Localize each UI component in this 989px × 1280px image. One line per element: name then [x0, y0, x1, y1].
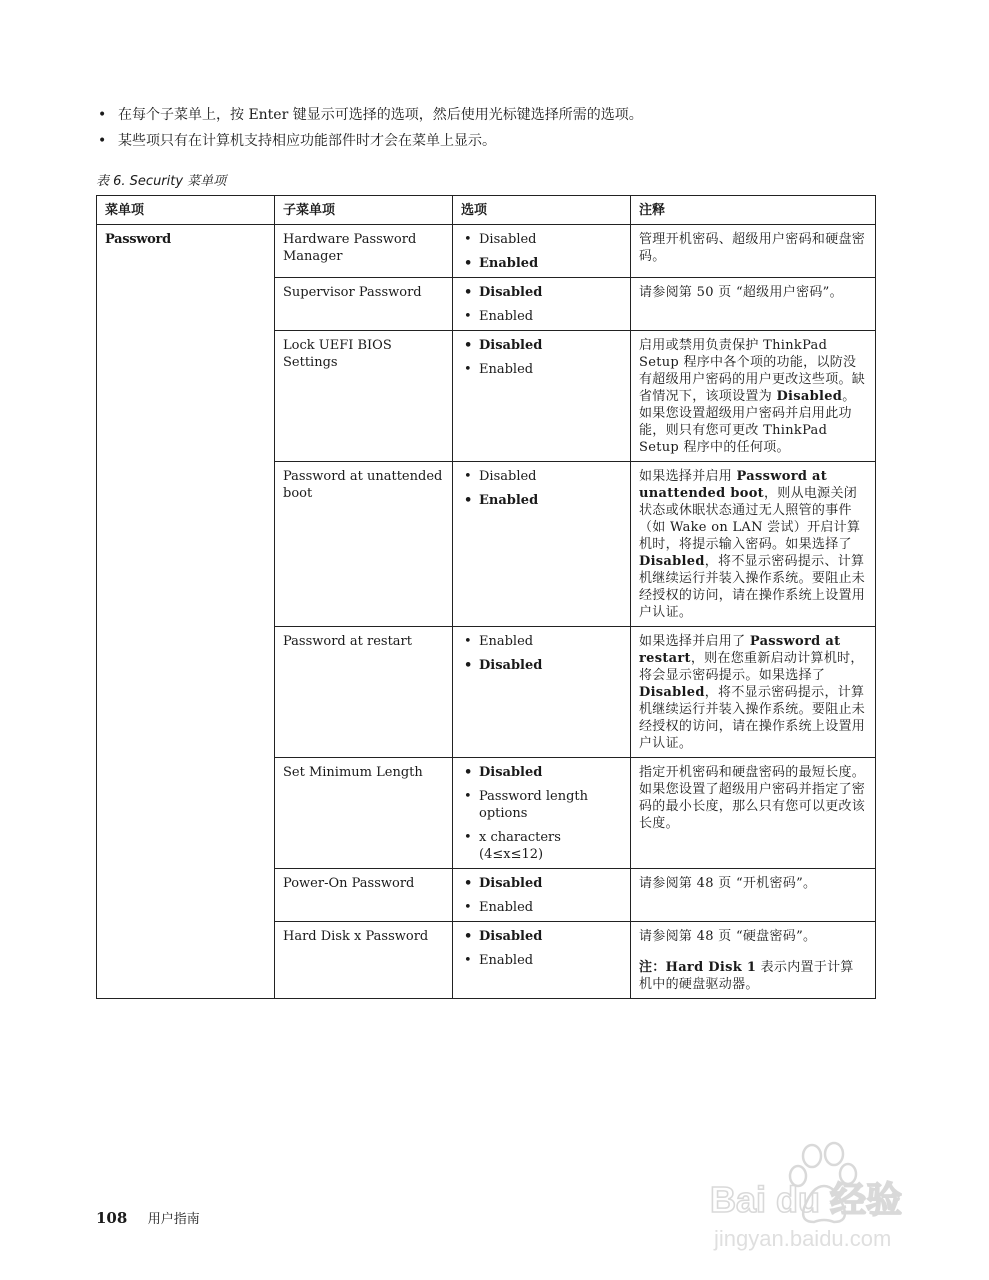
- option-item: • Enabled: [461, 952, 622, 969]
- table-caption: 表 6. Security 菜单项: [96, 174, 227, 189]
- guide-title: 用户指南: [147, 1212, 200, 1227]
- note-cell: 请参阅第 50 页 “超级用户密码”。: [631, 278, 876, 331]
- table-row: [97, 225, 876, 278]
- option-item: • Disabled: [461, 231, 622, 248]
- submenu-cell: Hardware Password Manager: [275, 225, 453, 278]
- note-cell: 指定开机密码和硬盘密码的最短长度。如果您设置了超级用户密码并指定了密码的最小长度，那么只有您可以更改该长度。: [631, 758, 876, 869]
- submenu-cell: Hard Disk x Password: [275, 922, 453, 999]
- menu-item-password: Password: [97, 225, 275, 999]
- watermark-brand: Bai du 经验: [710, 1179, 903, 1220]
- header-submenu-item: 子菜单项: [275, 196, 453, 225]
- submenu-cell: Set Minimum Length: [275, 758, 453, 869]
- options-cell: [453, 869, 631, 922]
- page-footer: [96, 1208, 200, 1227]
- option-item: • Enabled: [461, 308, 622, 325]
- submenu-cell: Password at restart: [275, 627, 453, 758]
- note-cell: 如果选择并启用了 Password at restart，则在您重新启动计算机时，将会显示密码提示。如果选择了 Disabled，将不显示密码提示，计算机继续运行并装入操作系统。要阻止未经授权的访问，请在操作系统上设置用户认证。: [631, 627, 876, 758]
- watermark-url: jingyan.baidu.com: [714, 1226, 892, 1251]
- security-menu-table: [96, 195, 876, 999]
- option-item: • Enabled: [461, 899, 622, 916]
- option-item-default: • Disabled: [461, 657, 622, 674]
- options-cell: [453, 758, 631, 869]
- intro-bullet-2: • 某些项只有在计算机支持相应功能部件时才会在菜单上显示。: [96, 128, 896, 154]
- options-cell: [453, 627, 631, 758]
- options-cell: [453, 225, 631, 278]
- option-item-default: • Disabled: [461, 764, 622, 781]
- table-header-row: [97, 196, 876, 225]
- baidu-watermark-logo: [700, 1132, 940, 1257]
- header-options: 选项: [453, 196, 631, 225]
- header-notes: 注释: [631, 196, 876, 225]
- option-item: • Enabled: [461, 633, 622, 650]
- submenu-cell: Supervisor Password: [275, 278, 453, 331]
- options-cell: [453, 462, 631, 627]
- option-item-default: • Enabled: [461, 492, 622, 509]
- option-item-default: • Disabled: [461, 875, 622, 892]
- note-cell: 管理开机密码、超级用户密码和硬盘密码。: [631, 225, 876, 278]
- note-cell: 启用或禁用负责保护 ThinkPad Setup 程序中各个项的功能，以防没有超级用户密码的用户更改这些项。缺省情况下，该项设置为 Disabled。如果您设置超级用户密码并启用此功能，则只有您可更改 ThinkPad Setup 程序中的任何项。: [631, 331, 876, 462]
- option-item-default: • Disabled: [461, 928, 622, 945]
- submenu-cell: Password at unattended boot: [275, 462, 453, 627]
- submenu-cell: Lock UEFI BIOS Settings: [275, 331, 453, 462]
- options-cell: [453, 331, 631, 462]
- options-cell: [453, 922, 631, 999]
- note-cell: 请参阅第 48 页 “开机密码”。: [631, 869, 876, 922]
- submenu-cell: Power-On Password: [275, 869, 453, 922]
- option-item: • Enabled: [461, 361, 622, 378]
- note-cell: 如果选择并启用 Password at unattended boot，则从电源关闭状态或休眠状态通过无人照管的事件（如 Wake on LAN 尝试）开启计算机时，将提示输入密码。如果选择了 Disabled，将不显示密码提示、计算机继续运行并装入操作系统。要阻止未经授权的访问，请在操作系统上设置用户认证。: [631, 462, 876, 627]
- page-number: 108: [96, 1209, 128, 1227]
- option-item: • Password length options: [461, 788, 622, 822]
- options-cell: [453, 278, 631, 331]
- intro-bullet-1: • 在每个子菜单上，按 Enter 键显示可选择的选项，然后使用光标键选择所需的选项。: [96, 102, 896, 128]
- intro-bullet-list: [96, 102, 896, 154]
- note-annotation: 注：Hard Disk 1 表示内置于计算机中的硬盘驱动器。: [639, 960, 854, 992]
- option-item: • Disabled: [461, 468, 622, 485]
- note-cell: 请参阅第 48 页 “硬盘密码”。 注：Hard Disk 1 表示内置于计算机中的硬盘驱动器。: [631, 922, 876, 999]
- option-item: • x characters (4≤x≤12): [461, 829, 622, 863]
- header-menu-item: 菜单项: [97, 196, 275, 225]
- option-item-default: • Disabled: [461, 337, 622, 354]
- option-item-default: • Enabled: [461, 255, 622, 272]
- option-item-default: • Disabled: [461, 284, 622, 301]
